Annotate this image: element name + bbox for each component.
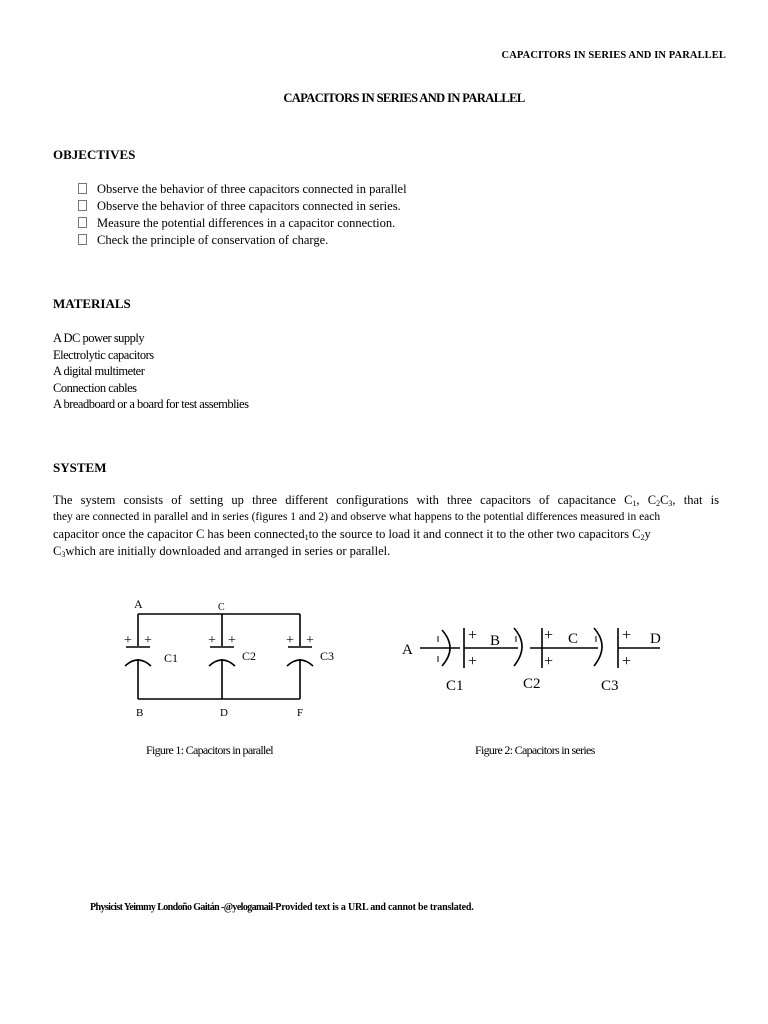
plus-sign: + — [544, 627, 554, 644]
objectives-list — [78, 181, 407, 249]
materials-list — [53, 330, 248, 413]
list-item: A digital multimeter — [53, 364, 145, 378]
capacitor-label: C2 — [242, 649, 257, 663]
node-label-d: D — [650, 631, 661, 647]
checkbox-bullet-icon — [78, 200, 87, 211]
paragraph-line: The system consists of setting up three different configurations with three capacitors of capacitance $C_1$, $C_2C_3$, that is — [53, 493, 719, 508]
figure-1-caption: Figure 1: Capacitors in parallel — [146, 743, 273, 757]
node-label-f: F — [297, 707, 304, 719]
list-item: Observe the behavior of three capacitors connected in series. — [78, 198, 407, 215]
plus-sign: + — [544, 653, 554, 670]
checkbox-bullet-icon — [78, 217, 87, 228]
capacitor-label: C3 — [601, 678, 619, 694]
system-heading: SYSTEM — [53, 460, 107, 475]
capacitor-label: C2 — [523, 676, 541, 692]
capacitor-label: C1 — [164, 651, 179, 665]
footer-note: Provided text is a URL and cannot be translated. — [275, 902, 474, 913]
system-paragraph — [53, 492, 719, 560]
capacitor-label: C1 — [446, 678, 464, 694]
paragraph-line: they are connected in parallel and in series (figures 1 and 2) and observe what happens to the potential differences measured in each — [53, 511, 661, 523]
list-item: Electrolytic capacitors — [53, 347, 154, 362]
materials-heading: MATERIALS — [53, 296, 131, 311]
plus-sign: + — [228, 633, 236, 648]
plus-sign: + — [306, 633, 314, 648]
capacitor-label: C3 — [320, 649, 335, 663]
running-head: CAPACITORS IN SERIES AND IN PARALLEL — [501, 50, 726, 61]
parallel-circuit-diagram — [110, 592, 350, 722]
series-circuit-diagram — [398, 622, 668, 694]
capacitor-curved-plate — [514, 628, 522, 666]
list-item: Measure the potential differences in a capacitor connection. — [78, 215, 407, 232]
node-label-c: C — [568, 631, 579, 647]
plus-sign: + — [286, 633, 294, 648]
node-label-d: D — [220, 707, 228, 719]
node-label-a: A — [402, 642, 413, 658]
list-item: Connection cables — [53, 380, 137, 395]
plus-sign: + — [124, 633, 132, 648]
list-item: A breadboard or a board for test assemblies — [53, 397, 249, 411]
capacitor-curved-plate — [594, 628, 602, 666]
paragraph-line: $C_3which$ are initially downloaded and arranged in series or parallel. — [53, 544, 391, 559]
list-item: A DC power supply — [53, 331, 145, 345]
node-label-b: B — [136, 707, 144, 719]
objectives-heading: OBJECTIVES — [53, 147, 136, 162]
plus-sign: + — [468, 627, 478, 644]
node-label-b: B — [490, 633, 501, 649]
plus-sign: + — [208, 633, 216, 648]
checkbox-bullet-icon — [78, 234, 87, 245]
footer — [90, 902, 474, 913]
checkbox-bullet-icon — [78, 183, 87, 194]
plus-sign: + — [622, 653, 632, 670]
plus-sign: + — [468, 653, 478, 670]
list-item: Observe the behavior of three capacitors connected in parallel — [78, 181, 407, 198]
figure-2-caption: Figure 2: Capacitors in series — [475, 743, 595, 757]
footer-author: Physicist Yeimmy Londoño Gaitán -@yelogamail- — [90, 902, 276, 913]
node-label-a: A — [134, 597, 143, 611]
list-item: Check the principle of conservation of charge. — [78, 232, 407, 249]
document-title: CAPACITORS IN SERIES AND IN PARALLEL — [283, 91, 525, 105]
paragraph-line: capacitor once the capacitor C has been connected$_1$to the source to load it and connect it to the other two capacitors $C_2y$ — [53, 527, 651, 542]
plus-sign: + — [144, 633, 152, 648]
plus-sign: + — [622, 627, 632, 644]
node-label-c: C — [218, 602, 225, 613]
